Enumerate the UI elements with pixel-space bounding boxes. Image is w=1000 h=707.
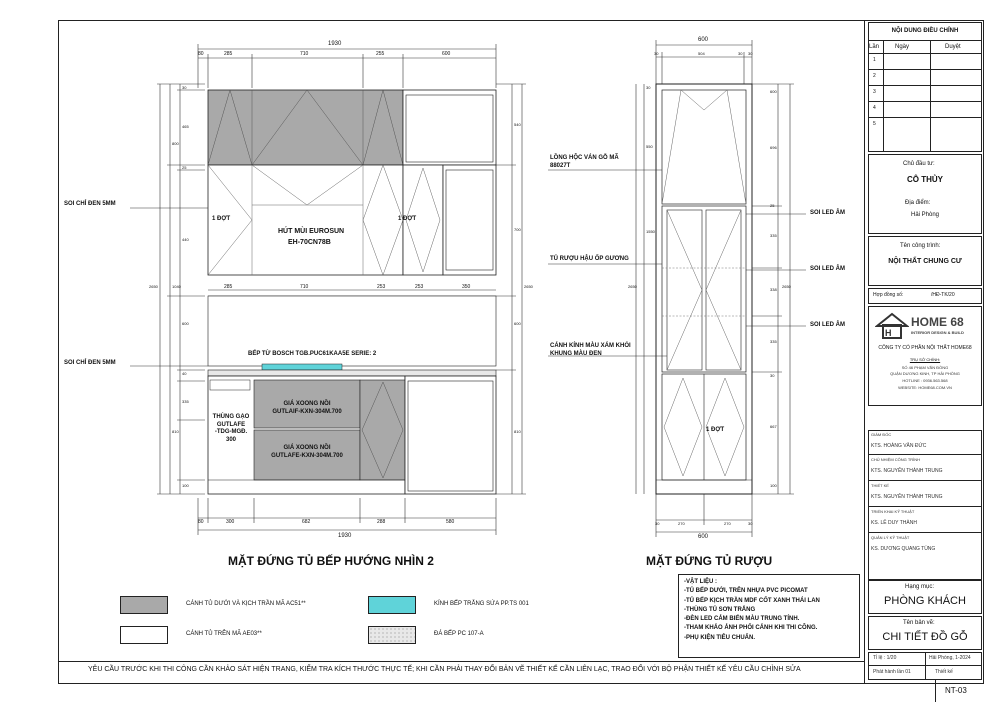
wine-dim-top-2: 504 xyxy=(698,51,705,56)
wine-dim-right-7: 335 xyxy=(770,339,777,344)
roles-box xyxy=(868,430,982,580)
kitchen-dim-left-8: 600 xyxy=(182,321,189,326)
kitchen-dim-right-3: 2650 xyxy=(524,284,533,289)
kitchen-dim-bottom-2: 300 xyxy=(226,519,235,525)
kitchen-dim-top-4: 255 xyxy=(376,51,385,57)
legend-swatch-countertop-stone xyxy=(368,626,416,644)
role-1-name: KTS. HOÀNG VĂN ĐỨC xyxy=(871,443,927,449)
wine-title: MẶT ĐỨNG TỦ RƯỢU xyxy=(646,554,773,568)
rev-row-3: 3 xyxy=(873,89,876,95)
kitchen-dim-mid-5: 350 xyxy=(462,284,471,290)
issue: Phát hành lần 01 xyxy=(873,669,911,675)
kitchen-dim-mid-4: 253 xyxy=(415,284,424,290)
materials-line-4: -ĐÈN LED CẢM BIẾN MÀU TRUNG TÍNH. xyxy=(684,616,800,623)
kitchen-dim-left-2: 465 xyxy=(182,124,189,129)
wine-dim-top-4: 30 xyxy=(748,51,753,56)
materials-line-2: -TỦ BẾP KỊCH TRẦN MDF CỐT XANH THÁI LAN xyxy=(684,597,820,604)
kitchen-dim-left-6: 1040 xyxy=(172,284,181,289)
wine-mirror-label: TỦ RƯỢU HẬU ỐP GƯƠNG xyxy=(550,256,629,262)
wine-dim-left-3: 1550 xyxy=(646,229,655,234)
address-line-1: SỐ 46 PHẠM VĂN ĐỒNG xyxy=(901,365,949,370)
kitchen-dim-left-5: 440 xyxy=(182,237,189,242)
rev-row-4: 4 xyxy=(873,105,876,111)
wine-led-label-1: SOI LED ÂM xyxy=(810,210,846,216)
wine-led-label-2: SOI LED ÂM xyxy=(810,266,846,272)
kitchen-dim-left-3: 800 xyxy=(172,141,179,146)
kitchen-dim-left-4: 25 xyxy=(182,165,187,170)
footer-note: YÊU CẦU TRƯỚC KHI THI CÔNG CẦN KHẢO SÁT HIỆN TRANG, KIỂM TRA KÍCH THƯỚC THỰC TẾ; KHI CẦN PHẢI THAY ĐỔI BẢN VẼ THIẾT KẾ CẦN LIÊN LẠC, TRAO ĐỔI VỚI BỘ PHẬN THIẾT KẾ YÊU CẦU CHỈNH SỬA xyxy=(88,666,801,673)
led-strip-label-1: SOI CHỈ ĐEN 5MM xyxy=(64,201,116,207)
owner-label: Chủ đầu tư: xyxy=(903,161,935,167)
rev-col-date: Ngày xyxy=(895,44,910,50)
wine-dim-bottom-3: 270 xyxy=(724,521,731,526)
wine-dim-right-8: 30 xyxy=(770,373,775,378)
wine-dim-right-4: 335 xyxy=(770,233,777,238)
shelf-left-label: 1 ĐỢT xyxy=(212,216,231,222)
owner-name: CÔ THỦY xyxy=(907,175,943,184)
contract-number: /HĐ-TK/20 xyxy=(931,292,955,298)
kitchen-dim-bottom-4: 288 xyxy=(377,519,386,525)
hood-label: HÚT MÙI EUROSUN xyxy=(278,228,345,235)
rice-bin-label: THÙNG GẠO GUTLAFE -TDG-MGĐ. 300 xyxy=(212,414,250,443)
kitchen-dim-left-11: 810 xyxy=(172,429,179,434)
title-block xyxy=(864,20,984,695)
drawing-name: CHI TIẾT ĐỒ GỖ xyxy=(882,631,968,643)
legend-swatch-lower-doors xyxy=(120,596,168,614)
wine-dim-top-1: 30 xyxy=(654,51,659,56)
kitchen-dim-right-4: 600 xyxy=(514,321,521,326)
materials-line-3: -THÙNG TỦ SƠN TRẮNG xyxy=(684,606,756,613)
kitchen-dim-left-9: 40 xyxy=(182,371,187,376)
wine-dim-right-10: 100 xyxy=(770,483,777,488)
role-4-name: KS. LÊ DUY THÀNH xyxy=(871,520,917,526)
revision-table xyxy=(868,22,982,152)
wine-dim-top-total: 600 xyxy=(698,37,709,43)
materials-box xyxy=(678,574,860,658)
role-1-title: GIÁM ĐỐC xyxy=(871,432,892,437)
materials-title: -VẬT LIỆU : xyxy=(684,579,717,585)
kitchen-dim-mid-1: 285 xyxy=(224,284,233,290)
wine-led-label-3: SOI LED ÂM xyxy=(810,322,846,328)
hotline: HOTLINE : 0936.563.568 xyxy=(902,378,948,383)
scale: Tỉ lệ : 1/20 xyxy=(873,655,897,661)
wine-dim-right-1: 600 xyxy=(770,89,777,94)
wine-frame-label: LỒNG HỘC VÁN GỖ MÃ 88027T xyxy=(550,155,619,169)
rev-row-2: 2 xyxy=(873,73,876,79)
kitchen-dim-bottom-1: 80 xyxy=(198,519,204,525)
materials-line-1: -TỦ BẾP DƯỚI, TRÊN NHỰA PVC PICOMAT xyxy=(684,588,808,595)
legend-swatch-backsplash-glass xyxy=(368,596,416,614)
wine-dim-right-5: 338 xyxy=(770,287,777,292)
wine-dim-bottom-1: 30 xyxy=(655,521,660,526)
role-5-name: KS. DƯƠNG QUANG TÙNG xyxy=(871,546,936,552)
kitchen-dim-left-10: 335 xyxy=(182,399,189,404)
wine-dim-right-2: 696 xyxy=(770,145,777,150)
kitchen-dim-bottom-5: 580 xyxy=(446,519,455,525)
wine-glass-label: CÁNH KÍNH MÀU XÁM KHÓI KHUNG MÀU ĐEN xyxy=(550,343,631,357)
role-3-name: KTS. NGUYỄN THÀNH TRUNG xyxy=(871,494,943,500)
svg-text:H: H xyxy=(885,328,892,338)
kitchen-dim-top-1: 80 xyxy=(198,51,204,57)
dish-rack-1-label: GIÁ XOONG NỒI GUTLAIF-KXN-304M.700 xyxy=(272,401,342,415)
location-name: Hải Phòng xyxy=(910,212,940,218)
project-label: Tên công trình: xyxy=(900,243,941,249)
role-2-title: CHỦ NHIỆM CÔNG TRÌNH xyxy=(871,457,921,462)
dish-rack-2-label: GIÁ XOONG NỒI GUTLAFE-KXN-304M.700 xyxy=(271,445,343,459)
role-2-name: KTS. NGUYỄN THÀNH TRUNG xyxy=(871,468,943,474)
materials-line-5: -THAM KHẢO ẢNH PHỐI CẢNH KHI THI CÔNG. xyxy=(684,625,818,632)
hood-model-label: EH-70CN78B xyxy=(288,239,331,246)
wine-dim-bottom-2: 270 xyxy=(678,521,685,526)
wine-dim-left-1: 30 xyxy=(646,85,651,90)
shelf-right-label: 1 ĐỢT xyxy=(398,216,417,222)
wine-dim-left-2: 550 xyxy=(646,144,653,149)
kitchen-dim-top-2: 285 xyxy=(224,51,233,57)
legend-label-lower-doors: CÁNH TỦ DƯỚI VÀ KỊCH TRẦN MÃ AC51** xyxy=(186,601,306,607)
role-5-title: QUẢN LÝ KỸ THUẬT xyxy=(871,535,910,540)
led-strip-label-2: SOI CHỈ ĐEN 5MM xyxy=(64,360,116,366)
legend-label-upper-doors: CÁNH TỦ TRÊN MÃ AE03** xyxy=(186,631,262,637)
legend-label-backsplash-glass: KÍNH BẾP TRẮNG SỨA PP.TS 001 xyxy=(434,601,529,607)
wine-dim-right-6: 2650 xyxy=(782,284,791,289)
wine-dim-bottom-total: 600 xyxy=(698,534,709,540)
kitchen-dim-total-bottom: 1930 xyxy=(338,533,352,539)
kitchen-dim-top-3: 710 xyxy=(300,51,309,57)
wine-dim-bottom-4: 30 xyxy=(748,521,753,526)
kitchen-dim-right-5: 810 xyxy=(514,429,521,434)
wine-dim-right-9: 667 xyxy=(770,424,777,429)
drawing-label: Tên bản vẽ: xyxy=(903,620,935,626)
wine-dim-left-4: 2650 xyxy=(628,284,637,289)
kitchen-dim-bottom-3: 682 xyxy=(302,519,311,525)
rev-col-approve: Duyệt xyxy=(945,44,961,50)
wine-dim-top-3: 30 xyxy=(738,51,743,56)
hq-label: TRỤ SỞ CHÍNH: xyxy=(909,357,941,362)
cooktop-label: BẾP TỪ BOSCH TGB.PUC61KAA5E SERIE: 2 xyxy=(248,351,377,357)
kitchen-dim-left-7: 2650 xyxy=(149,284,158,289)
project-name: NỘI THẤT CHUNG CƯ xyxy=(888,258,962,265)
kitchen-dim-left-12: 100 xyxy=(182,483,189,488)
rev-col-no: Lần xyxy=(869,44,880,50)
wine-dim-right-3: 25 xyxy=(770,203,775,208)
logo-text: HOME 68 xyxy=(911,315,964,329)
website: WEBSITE: HOME68.COM.VN xyxy=(898,385,952,390)
kitchen-dim-top-5: 600 xyxy=(442,51,451,57)
contract-label: Hợp đồng số: xyxy=(873,292,904,298)
kitchen-dim-total-top: 1930 xyxy=(328,41,342,47)
category-label: Hạng mục: xyxy=(905,584,935,590)
kitchen-dim-right-1: 540 xyxy=(514,122,521,127)
materials-line-6: -PHỤ KIỆN TIÊU CHUẨN. xyxy=(684,634,756,641)
wine-shelf-label: 1 ĐỢT xyxy=(706,427,725,433)
legend-label-countertop-stone: ĐÁ BẾP PC 107-A xyxy=(434,631,484,637)
role-3-title: THIẾT KẾ xyxy=(871,483,889,488)
kitchen-dim-mid-2: 710 xyxy=(300,284,309,290)
revision-header: NỘI DUNG ĐIỀU CHỈNH xyxy=(891,28,959,34)
kitchen-title: MẶT ĐỨNG TỦ BẾP HƯỚNG NHÌN 2 xyxy=(228,554,434,568)
kitchen-dim-right-2: 700 xyxy=(514,227,521,232)
rev-row-5: 5 xyxy=(873,121,876,127)
role-4-title: TRIỂN KHAI KỸ THUẬT xyxy=(871,509,915,514)
kitchen-dim-mid-3: 253 xyxy=(377,284,386,290)
address-line-2: QUẬN DƯƠNG KINH, TP HẢI PHÒNG xyxy=(890,371,960,376)
home68-logo-icon xyxy=(875,312,909,340)
location-label: Địa điểm: xyxy=(905,200,931,206)
rev-row-1: 1 xyxy=(873,57,876,63)
design: Thiết kế xyxy=(935,669,953,675)
legend-swatch-upper-doors xyxy=(120,626,168,644)
date: Hải Phòng, 1-2024 xyxy=(929,655,971,661)
logo-subtext: INTERIOR DESIGN & BUILD xyxy=(911,330,964,335)
category-name: PHÒNG KHÁCH xyxy=(884,595,966,607)
kitchen-dim-left-1: 30 xyxy=(182,85,187,90)
sheet-number: NT-03 xyxy=(945,686,967,695)
company-name: CÔNG TY CỔ PHẦN NỘI THẤT HOME68 xyxy=(878,345,972,351)
